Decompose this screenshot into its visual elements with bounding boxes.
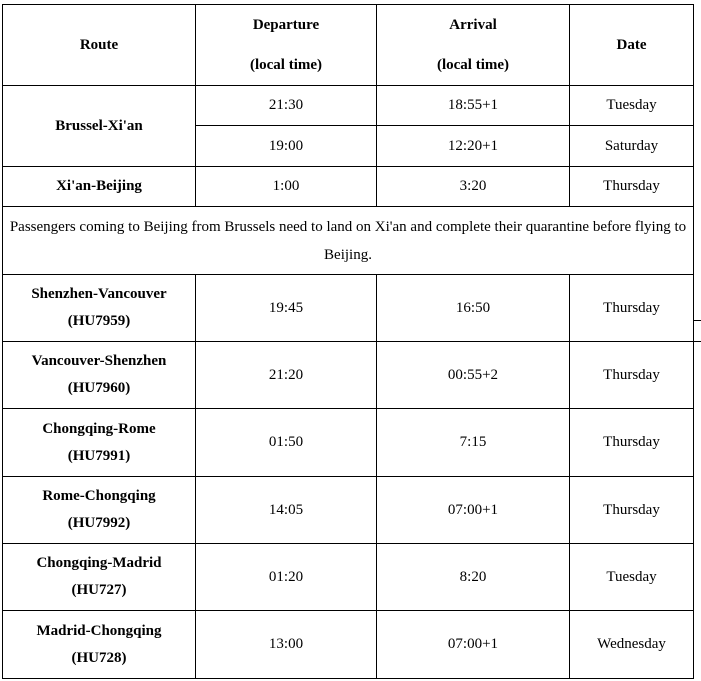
table-edge-stub [693, 320, 701, 321]
departure-cell: 01:20 [196, 544, 377, 611]
date-cell: Thursday [570, 477, 694, 544]
route-name: Chongqing-Madrid [36, 555, 162, 571]
route-cell [3, 477, 196, 544]
flight-code: (HU7992) [67, 515, 131, 531]
date-cell: Thursday [570, 275, 694, 342]
arrival-cell: 3:20 [377, 167, 570, 207]
arrival-cell: 7:15 [377, 409, 570, 477]
table-row [3, 86, 694, 126]
departure-cell: 14:05 [196, 477, 377, 544]
table-row [3, 275, 694, 342]
route-cell: Brussel-Xi'an [3, 86, 196, 167]
flight-code: (HU7991) [67, 447, 131, 464]
route-name: Chongqing-Rome [42, 420, 156, 437]
route-cell [3, 275, 196, 342]
route-cell: Xi'an-Beijing [3, 167, 196, 207]
departure-cell: 19:00 [196, 126, 377, 167]
date-cell: Wednesday [570, 611, 694, 679]
route-cell [3, 611, 196, 679]
flight-code: (HU7960) [67, 380, 131, 396]
departure-cell: 19:45 [196, 275, 377, 342]
table-row [3, 342, 694, 409]
route-cell [3, 544, 196, 611]
route-name: Madrid-Chongqing [36, 622, 162, 639]
departure-cell: 21:20 [196, 342, 377, 409]
header-arrival: Arrival (local time) [377, 5, 570, 86]
table-row [3, 611, 694, 679]
table-edge-stub [693, 341, 701, 342]
flight-code: (HU727) [71, 582, 127, 598]
date-cell: Thursday [570, 409, 694, 477]
header-route: Route [3, 5, 196, 86]
arrival-cell: 18:55+1 [377, 86, 570, 126]
arrival-cell: 8:20 [377, 544, 570, 611]
header-departure: Departure (local time) [196, 5, 377, 86]
flight-code: (HU728) [71, 649, 127, 666]
route-name: Vancouver-Shenzhen [31, 353, 167, 369]
departure-cell: 01:50 [196, 409, 377, 477]
arrival-cell: 00:55+2 [377, 342, 570, 409]
departure-cell: 13:00 [196, 611, 377, 679]
route-name: Rome-Chongqing [42, 488, 156, 504]
date-cell: Tuesday [570, 86, 694, 126]
table-row [3, 409, 694, 477]
table-row [3, 477, 694, 544]
arrival-cell: 12:20+1 [377, 126, 570, 167]
note-row [3, 207, 694, 275]
route-cell [3, 409, 196, 477]
header-date: Date [570, 5, 694, 86]
route-name: Shenzhen-Vancouver [31, 286, 167, 302]
flight-schedule-table [2, 4, 694, 679]
departure-cell: 1:00 [196, 167, 377, 207]
transit-note: Passengers coming to Beijing from Brussels need to land on Xi'an and complete their quarantine before flying to Beijing. [3, 207, 694, 275]
arrival-cell: 16:50 [377, 275, 570, 342]
date-cell: Thursday [570, 342, 694, 409]
route-cell [3, 342, 196, 409]
date-cell: Saturday [570, 126, 694, 167]
date-cell: Thursday [570, 167, 694, 207]
departure-cell: 21:30 [196, 86, 377, 126]
arrival-cell: 07:00+1 [377, 477, 570, 544]
date-cell: Tuesday [570, 544, 694, 611]
table-row [3, 544, 694, 611]
table-row [3, 167, 694, 207]
header-row [3, 5, 694, 86]
flight-code: (HU7959) [67, 313, 131, 329]
arrival-cell: 07:00+1 [377, 611, 570, 679]
